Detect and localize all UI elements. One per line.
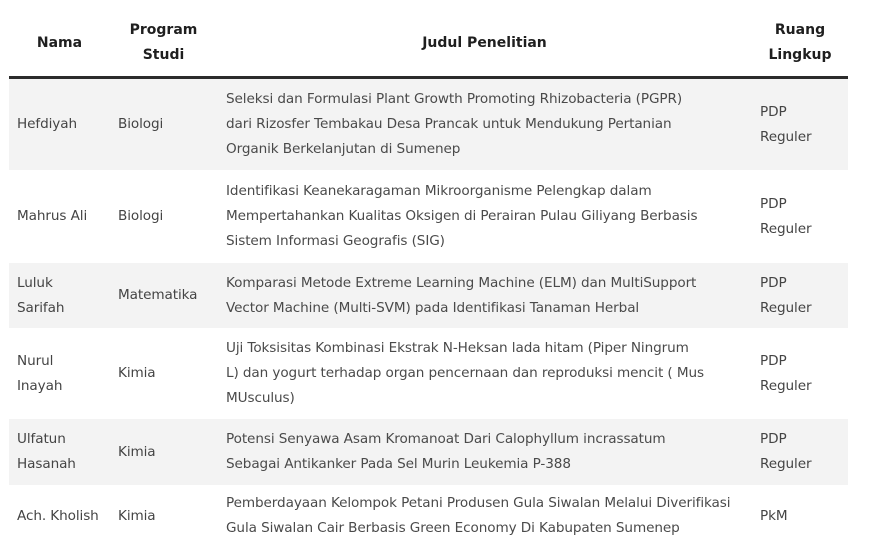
judul-line: Gula Siwalan Cair Berbasis Green Economy Di Kabupaten Sumenep — [226, 520, 680, 536]
nama-text: Mahrus Ali — [17, 208, 88, 224]
header-prodi-label-1: Program — [129, 22, 198, 38]
ruang-line: PkM — [760, 507, 788, 524]
judul-line: L) dan yogurt terhadap organ pencernaan dan reproduksi mencit ( Mus — [226, 365, 704, 381]
prodi-text: Matematika — [118, 287, 198, 303]
cell-judul — [217, 419, 752, 485]
cell-prodi — [110, 419, 217, 485]
judul-line: Identifikasi Keanekaragaman Mikroorganisme Pelengkap dalam — [226, 183, 652, 199]
cell-prodi — [110, 485, 217, 547]
ruang-line: PDP — [760, 431, 787, 447]
cell-prodi — [110, 78, 217, 171]
cell-ruang — [752, 419, 848, 485]
cell-judul — [217, 328, 752, 419]
prodi-text: Kimia — [118, 365, 156, 381]
judul-line: MUsculus) — [226, 390, 295, 406]
cell-nama — [9, 263, 110, 328]
cell-nama — [9, 170, 110, 263]
nama-text: Ach. Kholish — [17, 507, 99, 524]
header-program-studi — [110, 10, 217, 78]
cell-nama — [9, 328, 110, 419]
table-row — [9, 170, 848, 263]
table-row — [9, 78, 848, 171]
ruang-line: Reguler — [760, 220, 812, 237]
ruang-line: Reguler — [760, 377, 812, 394]
ruang-line: PDP — [760, 195, 787, 212]
header-judul-label: Judul Penelitian — [422, 34, 547, 51]
table-row — [9, 485, 848, 547]
ruang-line: PDP — [760, 274, 787, 291]
header-ruang-label-1: Ruang — [774, 22, 826, 38]
table-row — [9, 263, 848, 328]
judul-line: Potensi Senyawa Asam Kromanoat Dari Calophyllum incrassatum — [226, 431, 666, 447]
prodi-text: Kimia — [118, 443, 156, 460]
judul-line: Pemberdayaan Kelompok Petani Produsen Gula Siwalan Melalui Diverifikasi — [226, 495, 731, 511]
ruang-line: Reguler — [760, 456, 812, 472]
nama-text: Luluk Sarifah — [17, 274, 65, 316]
header-nama-label: Nama — [36, 34, 83, 51]
cell-prodi — [110, 170, 217, 263]
header-ruang-label-2: Lingkup — [768, 47, 832, 63]
cell-judul — [217, 485, 752, 547]
cell-ruang — [752, 78, 848, 171]
cell-ruang — [752, 485, 848, 547]
cell-judul — [217, 263, 752, 328]
header-nama — [9, 10, 110, 78]
nama-text: Nurul Inayah — [17, 352, 63, 394]
cell-prodi — [110, 263, 217, 328]
judul-line: Komparasi Metode Extreme Learning Machine (ELM) dan MultiSupport — [226, 274, 697, 291]
cell-nama — [9, 78, 110, 171]
judul-line: Mempertahankan Kualitas Oksigen di Perairan Pulau Giliyang Berbasis — [226, 208, 698, 224]
nama-line: Hasanah — [17, 456, 76, 472]
judul-line: Sebagai Antikanker Pada Sel Murin Leukemia P-388 — [226, 456, 571, 472]
judul-line: dari Rizosfer Tembakau Desa Prancak untuk Mendukung Pertanian — [226, 116, 672, 132]
judul-line: Vector Machine (Multi-SVM) pada Identifikasi Tanaman Herbal — [226, 299, 640, 316]
research-table — [9, 10, 848, 547]
cell-nama — [9, 419, 110, 485]
prodi-text: Biologi — [118, 116, 164, 132]
nama-text: Hefdiyah — [17, 116, 77, 132]
cell-nama — [9, 485, 110, 547]
header-judul-penelitian — [217, 10, 752, 78]
table-row — [9, 328, 848, 419]
header-row — [9, 10, 848, 78]
cell-judul — [217, 170, 752, 263]
cell-ruang — [752, 328, 848, 419]
cell-ruang — [752, 170, 848, 263]
cell-prodi — [110, 328, 217, 419]
prodi-text: Biologi — [118, 208, 164, 224]
ruang-line: PDP — [760, 103, 787, 120]
prodi-text: Kimia — [118, 507, 156, 524]
judul-line: Seleksi dan Formulasi Plant Growth Promoting Rhizobacteria (PGPR) — [226, 91, 683, 107]
nama-line: Ulfatun — [17, 431, 66, 447]
table-row — [9, 419, 848, 485]
judul-line: Sistem Informasi Geografis (SIG) — [226, 233, 445, 249]
ruang-line: Reguler — [760, 128, 812, 145]
judul-line: Uji Toksisitas Kombinasi Ekstrak N-Heksan lada hitam (Piper Ningrum — [226, 340, 689, 356]
table-header — [9, 10, 848, 78]
header-prodi-label-2: Studi — [142, 47, 185, 63]
judul-line: Organik Berkelanjutan di Sumenep — [226, 141, 461, 157]
ruang-line: Reguler — [760, 299, 812, 316]
research-table-container — [9, 10, 848, 547]
header-ruang-lingkup — [752, 10, 848, 78]
cell-judul — [217, 78, 752, 171]
cell-ruang — [752, 263, 848, 328]
table-body — [9, 78, 848, 548]
ruang-line: PDP — [760, 352, 787, 369]
